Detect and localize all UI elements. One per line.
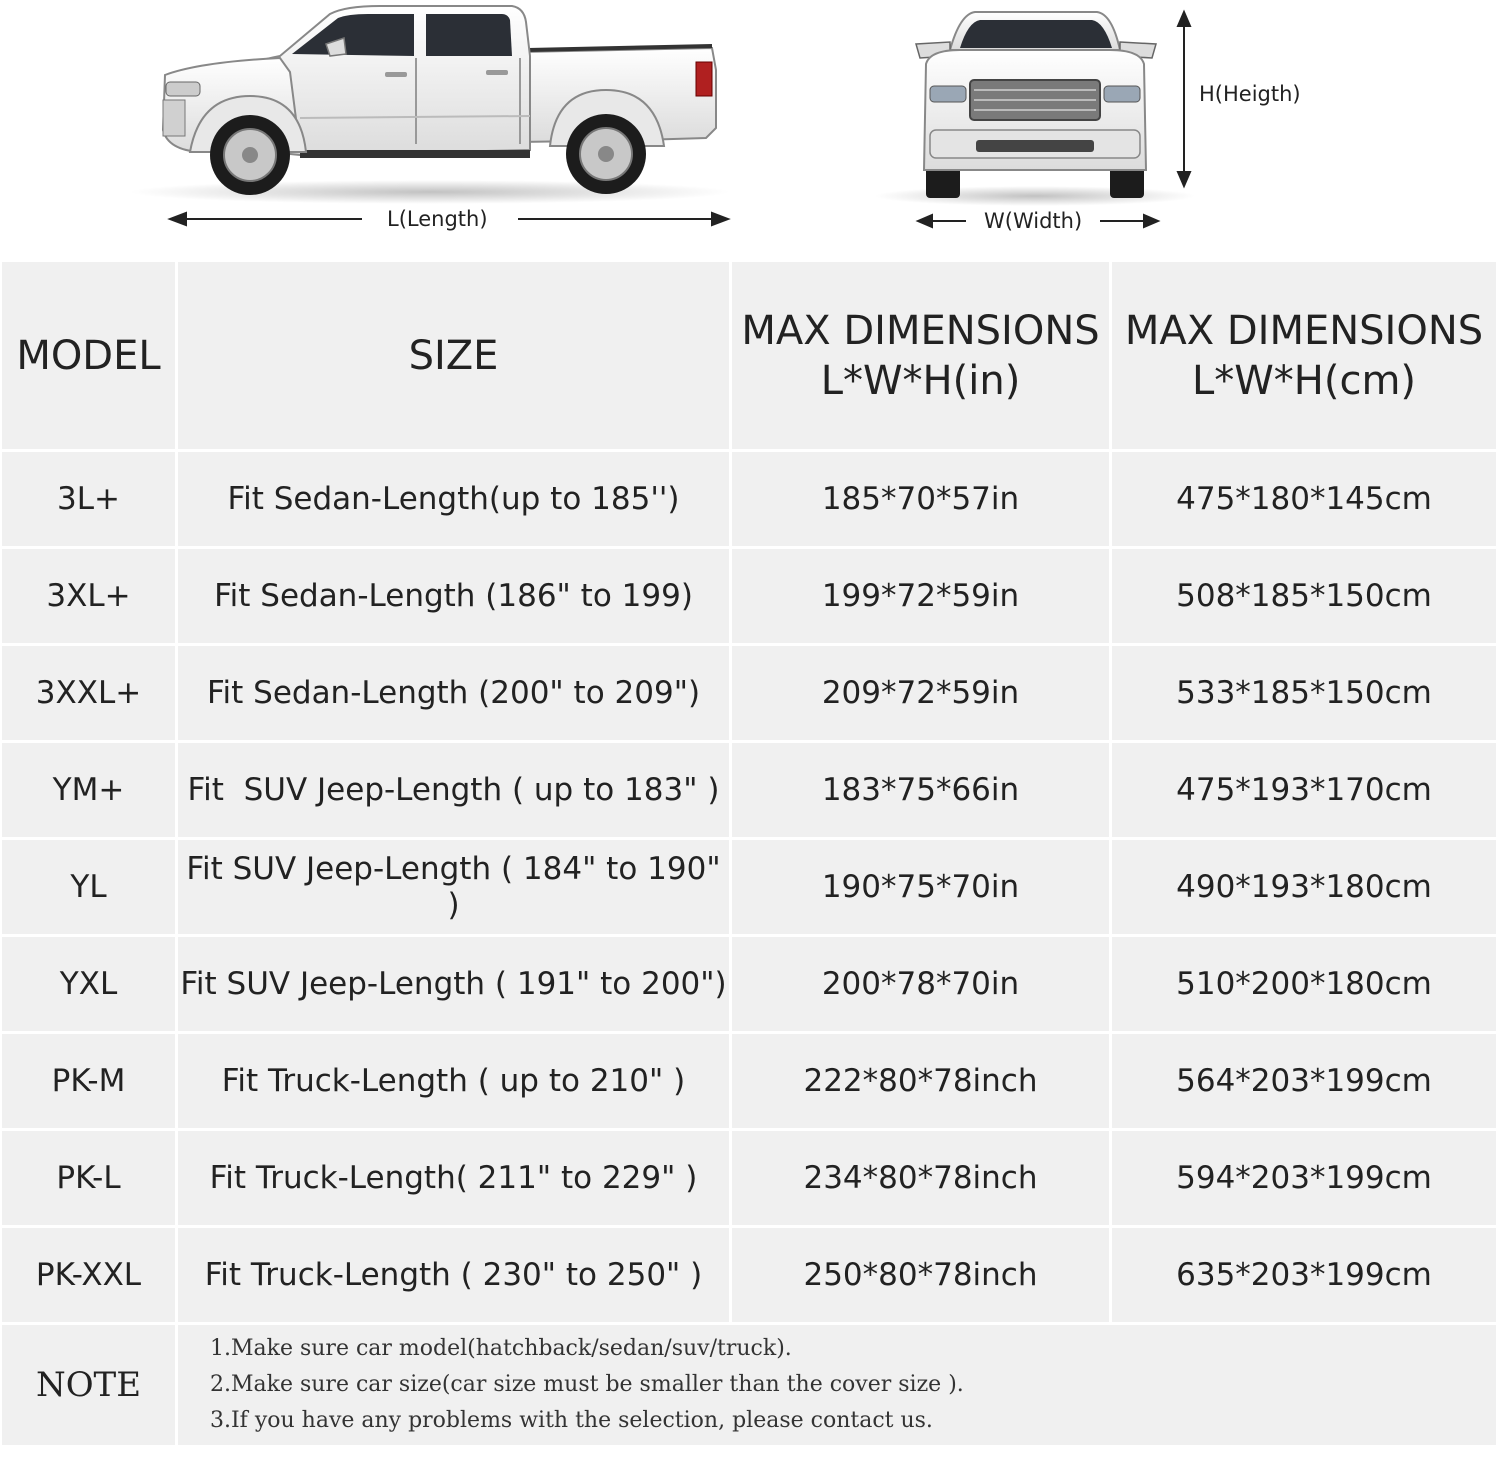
table-row xyxy=(2,840,1496,934)
header-size: SIZE xyxy=(178,262,729,449)
dimensions-in-cell: 190*75*70in xyxy=(732,840,1109,934)
dimension-diagram xyxy=(0,0,1500,258)
dimensions-cm-cell: 533*185*150cm xyxy=(1112,646,1496,740)
table-row xyxy=(2,1228,1496,1322)
table-row xyxy=(2,1131,1496,1225)
dimensions-cm-cell: 508*185*150cm xyxy=(1112,549,1496,643)
dimensions-cm-cell: 564*203*199cm xyxy=(1112,1034,1496,1128)
dimensions-cm-cell: 635*203*199cm xyxy=(1112,1228,1496,1322)
table-row xyxy=(2,937,1496,1031)
note-line: 3.If you have any problems with the selection, please contact us. xyxy=(210,1408,933,1433)
model-cell: PK-M xyxy=(2,1034,175,1128)
dimensions-cm-cell: 490*193*180cm xyxy=(1112,840,1496,934)
dimensions-in-cell: 222*80*78inch xyxy=(732,1034,1109,1128)
size-cell: Fit SUV Jeep-Length ( 191" to 200") xyxy=(178,937,729,1031)
size-cell: Fit Truck-Length ( up to 210" ) xyxy=(178,1034,729,1128)
table-row xyxy=(2,452,1496,546)
note-label: NOTE xyxy=(2,1325,175,1445)
dimensions-in-cell: 200*78*70in xyxy=(732,937,1109,1031)
table-row xyxy=(2,646,1496,740)
note-row xyxy=(2,1325,1496,1445)
height-arrow xyxy=(1178,12,1190,186)
header-dimensions-in xyxy=(732,262,1109,449)
dimensions-in-cell: 250*80*78inch xyxy=(732,1228,1109,1322)
note-line: 2.Make sure car size(car size must be smaller than the cover size ). xyxy=(210,1372,964,1397)
model-cell: PK-XXL xyxy=(2,1228,175,1322)
truck-front-view xyxy=(875,12,1195,206)
model-cell: 3XXL+ xyxy=(2,646,175,740)
size-cell: Fit Sedan-Length(up to 185'') xyxy=(178,452,729,546)
size-cell: Fit Truck-Length ( 230" to 250" ) xyxy=(178,1228,729,1322)
size-cell: Fit Sedan-Length (186" to 199) xyxy=(178,549,729,643)
size-table xyxy=(0,259,1499,1448)
header-in-line2: L*W*H(in) xyxy=(820,357,1021,404)
header-row xyxy=(2,262,1496,449)
dimensions-cm-cell: 475*193*170cm xyxy=(1112,743,1496,837)
dimensions-in-cell: 199*72*59in xyxy=(732,549,1109,643)
dimensions-in-cell: 185*70*57in xyxy=(732,452,1109,546)
note-line: 1.Make sure car model(hatchback/sedan/suv/truck). xyxy=(210,1336,792,1361)
model-cell: YM+ xyxy=(2,743,175,837)
model-cell: YXL xyxy=(2,937,175,1031)
dimensions-in-cell: 209*72*59in xyxy=(732,646,1109,740)
size-cell: Fit SUV Jeep-Length ( up to 183" ) xyxy=(178,743,729,837)
dimensions-in-cell: 183*75*66in xyxy=(732,743,1109,837)
table-row xyxy=(2,1034,1496,1128)
model-cell: 3L+ xyxy=(2,452,175,546)
size-cell: Fit Sedan-Length (200" to 209") xyxy=(178,646,729,740)
dimensions-cm-cell: 510*200*180cm xyxy=(1112,937,1496,1031)
width-label: W(Width) xyxy=(984,209,1083,233)
dimensions-in-cell: 234*80*78inch xyxy=(732,1131,1109,1225)
size-cell: Fit SUV Jeep-Length ( 184" to 190" ) xyxy=(178,840,729,934)
truck-illustrations xyxy=(0,0,1500,258)
height-label: H(Heigth) xyxy=(1199,82,1301,106)
header-in-line1: MAX DIMENSIONS xyxy=(741,307,1100,354)
dimensions-cm-cell: 475*180*145cm xyxy=(1112,452,1496,546)
table-row xyxy=(2,743,1496,837)
header-cm-line1: MAX DIMENSIONS xyxy=(1124,307,1484,354)
model-cell: YL xyxy=(2,840,175,934)
size-cell: Fit Truck-Length( 211" to 229" ) xyxy=(178,1131,729,1225)
dimensions-cm-cell: 594*203*199cm xyxy=(1112,1131,1496,1225)
model-cell: 3XL+ xyxy=(2,549,175,643)
truck-side-view xyxy=(130,6,730,204)
note-text xyxy=(178,1325,1496,1445)
header-model: MODEL xyxy=(2,262,175,449)
size-chart xyxy=(0,259,1500,1459)
model-cell: PK-L xyxy=(2,1131,175,1225)
header-cm-line2: L*W*H(cm) xyxy=(1191,357,1417,404)
length-label: L(Length) xyxy=(387,207,488,231)
table-row xyxy=(2,549,1496,643)
header-dimensions-cm xyxy=(1112,262,1496,449)
